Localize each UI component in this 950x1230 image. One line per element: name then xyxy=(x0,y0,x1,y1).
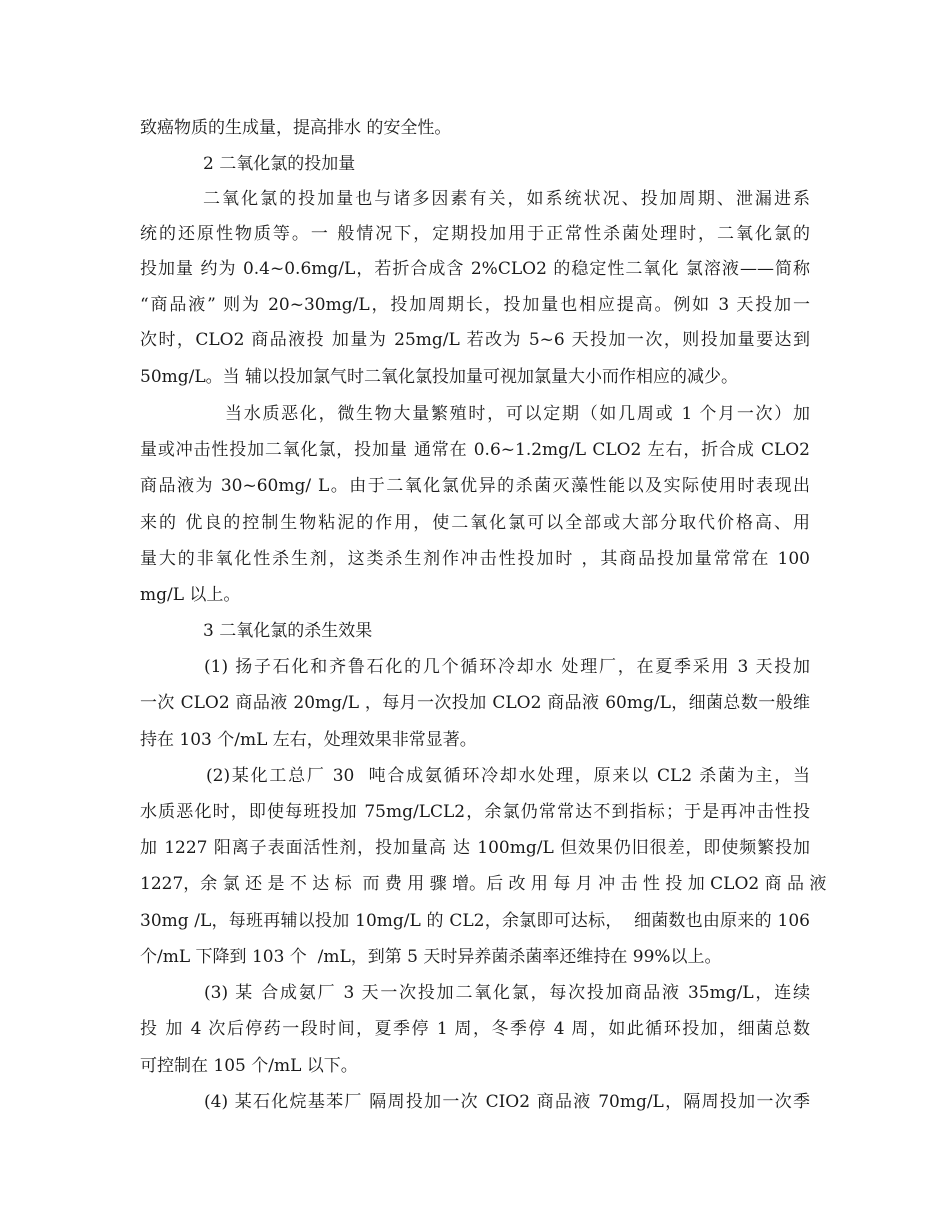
text-line: 量大的非氧化性杀生剂，这类杀生剂作冲击性投加时 ，其商品投加量常常在 100 xyxy=(140,549,810,569)
text-line: mg/L 以上。 xyxy=(140,585,241,605)
text-line: “商品液” 则为 20~30mg/L，投加周期长，投加量也相应提高。例如 3 天投加一 xyxy=(140,295,810,315)
text-line: (4) 某石化烷基苯厂 隔周投加一次 CIO2 商品液 70mg/L，隔周投加一次季 xyxy=(204,1092,810,1112)
text-line: (2)某化工总厂 30 吨合成氨循环冷却水处理，原来以 CL2 杀菌为主，当 xyxy=(206,766,810,786)
text-line: 当水质恶化，微生物大量繁殖时，可以定期（如几周或 1 个月一次）加 xyxy=(225,404,810,424)
section-heading: 3 二氧化氯的杀生效果 xyxy=(203,621,373,641)
text-line: 可控制在 105 个/mL 以下。 xyxy=(140,1056,358,1076)
text-line: 持在 103 个/mL 左右，处理效果非常显著。 xyxy=(140,730,477,750)
text-line: 水质恶化时，即使每班投加 75mg/LCL2，余氯仍常常达不到指标；于是再冲击性投 xyxy=(140,802,810,822)
text-line: 统的还原性物质等。一 般情况下，定期投加用于正常性杀菌处理时，二氧化氯的 xyxy=(140,224,810,244)
text-line: 一次 CLO2 商品液 20mg/L ，每月一次投加 CLO2 商品液 60mg/L，细菌总数一般维 xyxy=(140,693,810,713)
text-line: 投 加 4 次后停药一段时间，夏季停 1 周，冬季停 4 周，如此循环投加，细菌总数 xyxy=(140,1019,810,1039)
text-line: 50mg/L。当 辅以投加氯气时二氧化氯投加量可视加氯量大小而作相应的减少。 xyxy=(140,367,739,387)
text-line: (3) 某 合成氨厂 3 天一次投加二氧化氯，每次投加商品液 35mg/L，连续 xyxy=(204,983,810,1003)
text-line: 个/mL 下降到 103 个 /mL，到第 5 天时异养菌杀菌率还维持在 99%以上。 xyxy=(140,947,722,967)
text-line: 投加量 约为 0.4~0.6mg/L，若折合成含 2%CLO2 的稳定性二氧化 氯溶液——简称 xyxy=(140,259,810,279)
text-line: 量或冲击性投加二氧化氯，投加量 通常在 0.6~1.2mg/L CLO2 左右，折合成 CLO2 xyxy=(140,440,810,460)
text-line: 来的 优良的控制生物粘泥的作用，使二氧化氯可以全部或大部分取代价格高、用 xyxy=(140,513,810,533)
text-line: 加 1227 阳离子表面活性剂，投加量高 达 100mg/L 但效果仍旧很差，即使频繁投加 xyxy=(140,838,810,858)
text-line: 商品液为 30~60mg/ L。由于二氧化氯优异的杀菌灭藻性能以及实际使用时表现出 xyxy=(140,476,810,496)
text-line: (1) 扬子石化和齐鲁石化的几个循环冷却水 处理厂，在夏季采用 3 天投加 xyxy=(204,657,810,677)
text-line: 次时，CLO2 商品液投 加量为 25mg/L 若改为 5~6 天投加一次，则投加量要达到 xyxy=(140,330,810,350)
text-line: 30mg /L，每班再辅以投加 10mg/L 的 CL2，余氯即可达标， 细菌数也由原来的 106 xyxy=(140,911,810,931)
text-line: 致癌物质的生成量，提高排水 的安全性。 xyxy=(140,118,452,138)
section-heading: 2 二氧化氯的投加量 xyxy=(203,154,356,174)
text-line: 1227，余 氯 还 是 不 达 标 而 费 用 骤 增。后 改 用 每 月 冲 击 性 投 加 CLO2 商 品 液 xyxy=(140,874,827,894)
text-line: 二氧化氯的投加量也与诸多因素有关，如系统状况、投加周期、泄漏进系 xyxy=(203,189,810,209)
